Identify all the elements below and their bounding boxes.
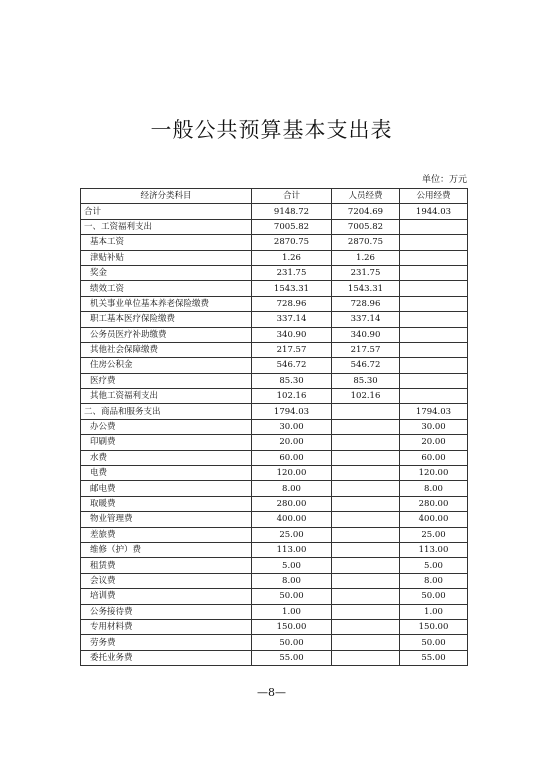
row-total-cell: 728.96	[252, 296, 332, 311]
row-total-cell: 113.00	[252, 542, 332, 557]
row-personnel-cell	[332, 481, 400, 496]
row-total-cell: 55.00	[252, 650, 332, 665]
table-row	[81, 450, 468, 465]
row-public-cell: 1.00	[400, 604, 468, 619]
unit-label: 单位：万元	[421, 175, 467, 185]
row-personnel-cell	[332, 496, 400, 511]
row-personnel-cell	[332, 450, 400, 465]
row-public-cell	[400, 342, 468, 357]
row-personnel-cell: 85.30	[332, 373, 400, 388]
row-public-cell: 60.00	[400, 450, 468, 465]
row-personnel-cell: 217.57	[332, 342, 400, 357]
row-public-cell: 113.00	[400, 542, 468, 557]
row-public-cell: 30.00	[400, 419, 468, 434]
row-total-cell: 9148.72	[252, 204, 332, 219]
row-category-cell: 合计	[81, 204, 252, 219]
row-total-cell: 60.00	[252, 450, 332, 465]
row-category-cell: 培训费	[81, 589, 252, 604]
row-personnel-cell	[332, 419, 400, 434]
table-row	[81, 373, 468, 388]
table-row	[81, 466, 468, 481]
row-category-cell: 公务接待费	[81, 604, 252, 619]
row-personnel-cell	[332, 542, 400, 557]
table-row	[81, 650, 468, 665]
row-total-cell: 8.00	[252, 573, 332, 588]
row-total-cell: 340.90	[252, 327, 332, 342]
table-row	[81, 558, 468, 573]
row-public-cell: 8.00	[400, 573, 468, 588]
row-personnel-cell: 7005.82	[332, 219, 400, 234]
row-public-cell: 150.00	[400, 619, 468, 634]
table-row	[81, 435, 468, 450]
row-personnel-cell	[332, 619, 400, 634]
table-row	[81, 604, 468, 619]
row-total-cell: 1.26	[252, 250, 332, 265]
row-category-cell: 津贴补贴	[81, 250, 252, 265]
row-personnel-cell: 7204.69	[332, 204, 400, 219]
row-category-cell: 邮电费	[81, 481, 252, 496]
table-row	[81, 404, 468, 419]
row-total-cell: 280.00	[252, 496, 332, 511]
row-personnel-cell	[332, 650, 400, 665]
row-category-cell: 水费	[81, 450, 252, 465]
row-category-cell: 专用材料费	[81, 619, 252, 634]
table-row	[81, 250, 468, 265]
row-total-cell: 50.00	[252, 589, 332, 604]
table-row	[81, 542, 468, 557]
row-public-cell: 1944.03	[400, 204, 468, 219]
row-total-cell: 400.00	[252, 512, 332, 527]
row-personnel-cell	[332, 589, 400, 604]
table-row	[81, 389, 468, 404]
row-category-cell: 住房公积金	[81, 358, 252, 373]
row-category-cell: 会议费	[81, 573, 252, 588]
row-personnel-cell: 728.96	[332, 296, 400, 311]
row-public-cell	[400, 358, 468, 373]
table-body	[81, 204, 468, 666]
row-total-cell: 150.00	[252, 619, 332, 634]
row-category-cell: 公务员医疗补助缴费	[81, 327, 252, 342]
row-personnel-cell: 102.16	[332, 389, 400, 404]
row-personnel-cell	[332, 635, 400, 650]
row-total-cell: 231.75	[252, 265, 332, 280]
table-row	[81, 358, 468, 373]
row-personnel-cell	[332, 558, 400, 573]
row-personnel-cell: 340.90	[332, 327, 400, 342]
table-row	[81, 281, 468, 296]
row-public-cell	[400, 235, 468, 250]
row-public-cell: 55.00	[400, 650, 468, 665]
row-public-cell: 50.00	[400, 635, 468, 650]
column-header-personnel: 人员经费	[332, 189, 400, 204]
row-category-cell: 物业管理费	[81, 512, 252, 527]
row-category-cell: 二、商品和服务支出	[81, 404, 252, 419]
row-total-cell: 25.00	[252, 527, 332, 542]
row-category-cell: 医疗费	[81, 373, 252, 388]
row-personnel-cell: 337.14	[332, 312, 400, 327]
row-category-cell: 奖金	[81, 265, 252, 280]
row-total-cell: 7005.82	[252, 219, 332, 234]
row-category-cell: 电费	[81, 466, 252, 481]
row-total-cell: 120.00	[252, 466, 332, 481]
row-total-cell: 337.14	[252, 312, 332, 327]
row-personnel-cell	[332, 466, 400, 481]
row-total-cell: 1794.03	[252, 404, 332, 419]
row-total-cell: 30.00	[252, 419, 332, 434]
row-public-cell: 1794.03	[400, 404, 468, 419]
row-category-cell: 其他工资福利支出	[81, 389, 252, 404]
table-row	[81, 419, 468, 434]
row-personnel-cell: 1.26	[332, 250, 400, 265]
table-row	[81, 312, 468, 327]
row-public-cell: 50.00	[400, 589, 468, 604]
row-total-cell: 5.00	[252, 558, 332, 573]
row-total-cell: 102.16	[252, 389, 332, 404]
row-category-cell: 维修（护）费	[81, 542, 252, 557]
table-row	[81, 204, 468, 219]
row-total-cell: 20.00	[252, 435, 332, 450]
table-row	[81, 296, 468, 311]
row-public-cell: 20.00	[400, 435, 468, 450]
table-row	[81, 589, 468, 604]
row-personnel-cell: 1543.31	[332, 281, 400, 296]
row-personnel-cell	[332, 435, 400, 450]
row-total-cell: 1.00	[252, 604, 332, 619]
row-total-cell: 217.57	[252, 342, 332, 357]
table-row	[81, 527, 468, 542]
row-public-cell	[400, 312, 468, 327]
row-personnel-cell: 2870.75	[332, 235, 400, 250]
table-row	[81, 235, 468, 250]
table-row	[81, 481, 468, 496]
page-number: —8—	[257, 686, 286, 699]
row-total-cell: 546.72	[252, 358, 332, 373]
row-public-cell: 400.00	[400, 512, 468, 527]
row-public-cell	[400, 327, 468, 342]
row-personnel-cell: 231.75	[332, 265, 400, 280]
row-category-cell: 机关事业单位基本养老保险缴费	[81, 296, 252, 311]
row-personnel-cell	[332, 527, 400, 542]
row-category-cell: 职工基本医疗保险缴费	[81, 312, 252, 327]
row-category-cell: 基本工资	[81, 235, 252, 250]
row-category-cell: 取暖费	[81, 496, 252, 511]
table-row	[81, 635, 468, 650]
row-personnel-cell	[332, 573, 400, 588]
row-public-cell: 5.00	[400, 558, 468, 573]
column-header-public: 公用经费	[400, 189, 468, 204]
row-personnel-cell	[332, 512, 400, 527]
table-row	[81, 496, 468, 511]
table-row	[81, 512, 468, 527]
table-row	[81, 342, 468, 357]
row-total-cell: 50.00	[252, 635, 332, 650]
row-personnel-cell	[332, 604, 400, 619]
row-public-cell	[400, 373, 468, 388]
row-public-cell	[400, 219, 468, 234]
row-category-cell: 绩效工资	[81, 281, 252, 296]
table-row	[81, 327, 468, 342]
table-row	[81, 219, 468, 234]
row-public-cell	[400, 265, 468, 280]
row-category-cell: 差旅费	[81, 527, 252, 542]
row-public-cell: 8.00	[400, 481, 468, 496]
budget-table	[80, 188, 468, 666]
row-public-cell: 25.00	[400, 527, 468, 542]
table-row	[81, 265, 468, 280]
row-public-cell	[400, 296, 468, 311]
row-public-cell	[400, 281, 468, 296]
row-category-cell: 办公费	[81, 419, 252, 434]
row-total-cell: 2870.75	[252, 235, 332, 250]
row-category-cell: 劳务费	[81, 635, 252, 650]
row-category-cell: 印刷费	[81, 435, 252, 450]
row-public-cell	[400, 250, 468, 265]
row-category-cell: 其他社会保障缴费	[81, 342, 252, 357]
row-total-cell: 8.00	[252, 481, 332, 496]
column-header-total: 合计	[252, 189, 332, 204]
row-public-cell: 280.00	[400, 496, 468, 511]
row-personnel-cell	[332, 404, 400, 419]
row-total-cell: 1543.31	[252, 281, 332, 296]
row-category-cell: 租赁费	[81, 558, 252, 573]
table-row	[81, 619, 468, 634]
column-header-category: 经济分类科目	[81, 189, 252, 204]
row-category-cell: 一、工资福利支出	[81, 219, 252, 234]
table-header-row	[81, 189, 468, 204]
row-personnel-cell: 546.72	[332, 358, 400, 373]
row-total-cell: 85.30	[252, 373, 332, 388]
row-public-cell	[400, 389, 468, 404]
page-title: 一般公共预算基本支出表	[150, 118, 393, 142]
row-public-cell: 120.00	[400, 466, 468, 481]
row-category-cell: 委托业务费	[81, 650, 252, 665]
table-row	[81, 573, 468, 588]
